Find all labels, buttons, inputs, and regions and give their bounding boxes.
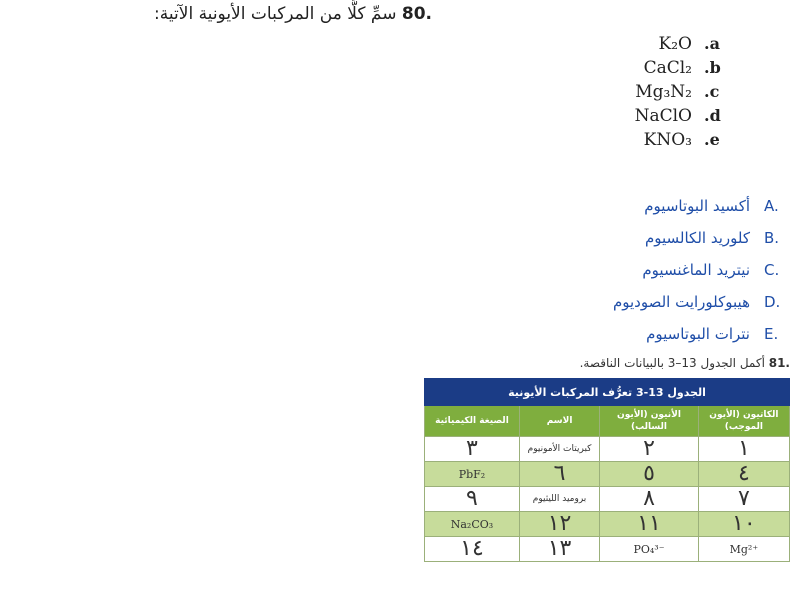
question-80-prompt: سمِّ كلًّا من المركبات الأيونية الآتية:: [154, 4, 397, 24]
part-formula: K₂O: [658, 34, 692, 54]
answer-item: [613, 286, 792, 318]
cell-formula: Na₂CO₃: [425, 512, 520, 537]
part-letter: .a: [704, 34, 720, 53]
part-formula: KNO₃: [643, 130, 692, 150]
table-header-row: [425, 406, 790, 437]
cell-name: ١٢: [519, 512, 599, 537]
cell-formula: ٩: [425, 487, 520, 512]
cell-formula: ٣: [425, 437, 520, 462]
question-81: [580, 356, 790, 370]
cell-name: ٦: [519, 462, 599, 487]
part-item: [610, 130, 750, 154]
header-formula: الصيغة الكيميائية: [425, 406, 520, 437]
cell-cation: Mg²⁺: [698, 537, 789, 562]
answer-text: كلوريد الكالسيوم: [644, 229, 750, 247]
cell-anion: ٨: [600, 487, 699, 512]
answer-text: نيتريد الماغنسيوم: [642, 261, 750, 279]
cell-cation: ١: [698, 437, 789, 462]
part-letter: .d: [704, 106, 721, 125]
answers-list: [613, 190, 792, 350]
header-name: الاسم: [519, 406, 599, 437]
part-formula: Mg₃N₂: [635, 82, 692, 102]
cell-cation: ٤: [698, 462, 789, 487]
question-81-prompt: أكمل الجدول 13–3 بالبيانات الناقصة.: [579, 356, 765, 370]
part-item: [610, 106, 750, 130]
answer-label: B.: [764, 229, 780, 247]
answer-item: [613, 190, 792, 222]
answer-label: A.: [764, 197, 779, 215]
ionic-compounds-table: [424, 378, 790, 562]
answer-label: D.: [764, 293, 781, 311]
table-row: [425, 437, 790, 462]
answer-item: [613, 254, 792, 286]
answer-item: [613, 222, 792, 254]
part-formula: NaClO: [634, 106, 692, 126]
header-cation: الكاتيون (الأيون الموجب): [698, 406, 789, 437]
cell-formula: PbF₂: [425, 462, 520, 487]
cell-anion: ١١: [600, 512, 699, 537]
part-formula: CaCl₂: [643, 58, 692, 78]
answer-text: هيبوكلورايت الصوديوم: [612, 293, 750, 311]
part-letter: .b: [704, 58, 721, 77]
part-letter: .c: [704, 82, 720, 101]
cell-cation: ٧: [698, 487, 789, 512]
cell-name: بروميد الليثيوم: [519, 487, 599, 512]
part-item: [610, 58, 750, 82]
question-81-number: 81.: [768, 356, 790, 370]
table-row: [425, 462, 790, 487]
answer-item: [613, 318, 792, 350]
cell-anion: ٥: [600, 462, 699, 487]
answer-text: أكسيد البوتاسيوم: [644, 197, 750, 215]
question-80-number: 80.: [401, 4, 432, 24]
question-80-parts: [610, 34, 750, 154]
cell-cation: ١٠: [698, 512, 789, 537]
cell-anion: PO₄³⁻: [600, 537, 699, 562]
header-anion: الأنيون (الأيون السالب): [600, 406, 699, 437]
cell-name: كبريتات الأمونيوم: [519, 437, 599, 462]
question-80: [154, 4, 432, 24]
table-title: الجدول 13-3 تعرُّف المركبات الأيونية: [425, 379, 790, 406]
cell-formula: ١٤: [425, 537, 520, 562]
cell-name: ١٣: [519, 537, 599, 562]
cell-anion: ٢: [600, 437, 699, 462]
table-row: [425, 537, 790, 562]
part-item: [610, 34, 750, 58]
answer-text: نترات البوتاسيوم: [646, 325, 750, 343]
table-row: [425, 512, 790, 537]
part-item: [610, 82, 750, 106]
table-row: [425, 487, 790, 512]
table-title-row: [425, 379, 790, 406]
answer-label: C.: [764, 261, 780, 279]
part-letter: .e: [704, 130, 720, 149]
answer-label: E.: [764, 325, 779, 343]
